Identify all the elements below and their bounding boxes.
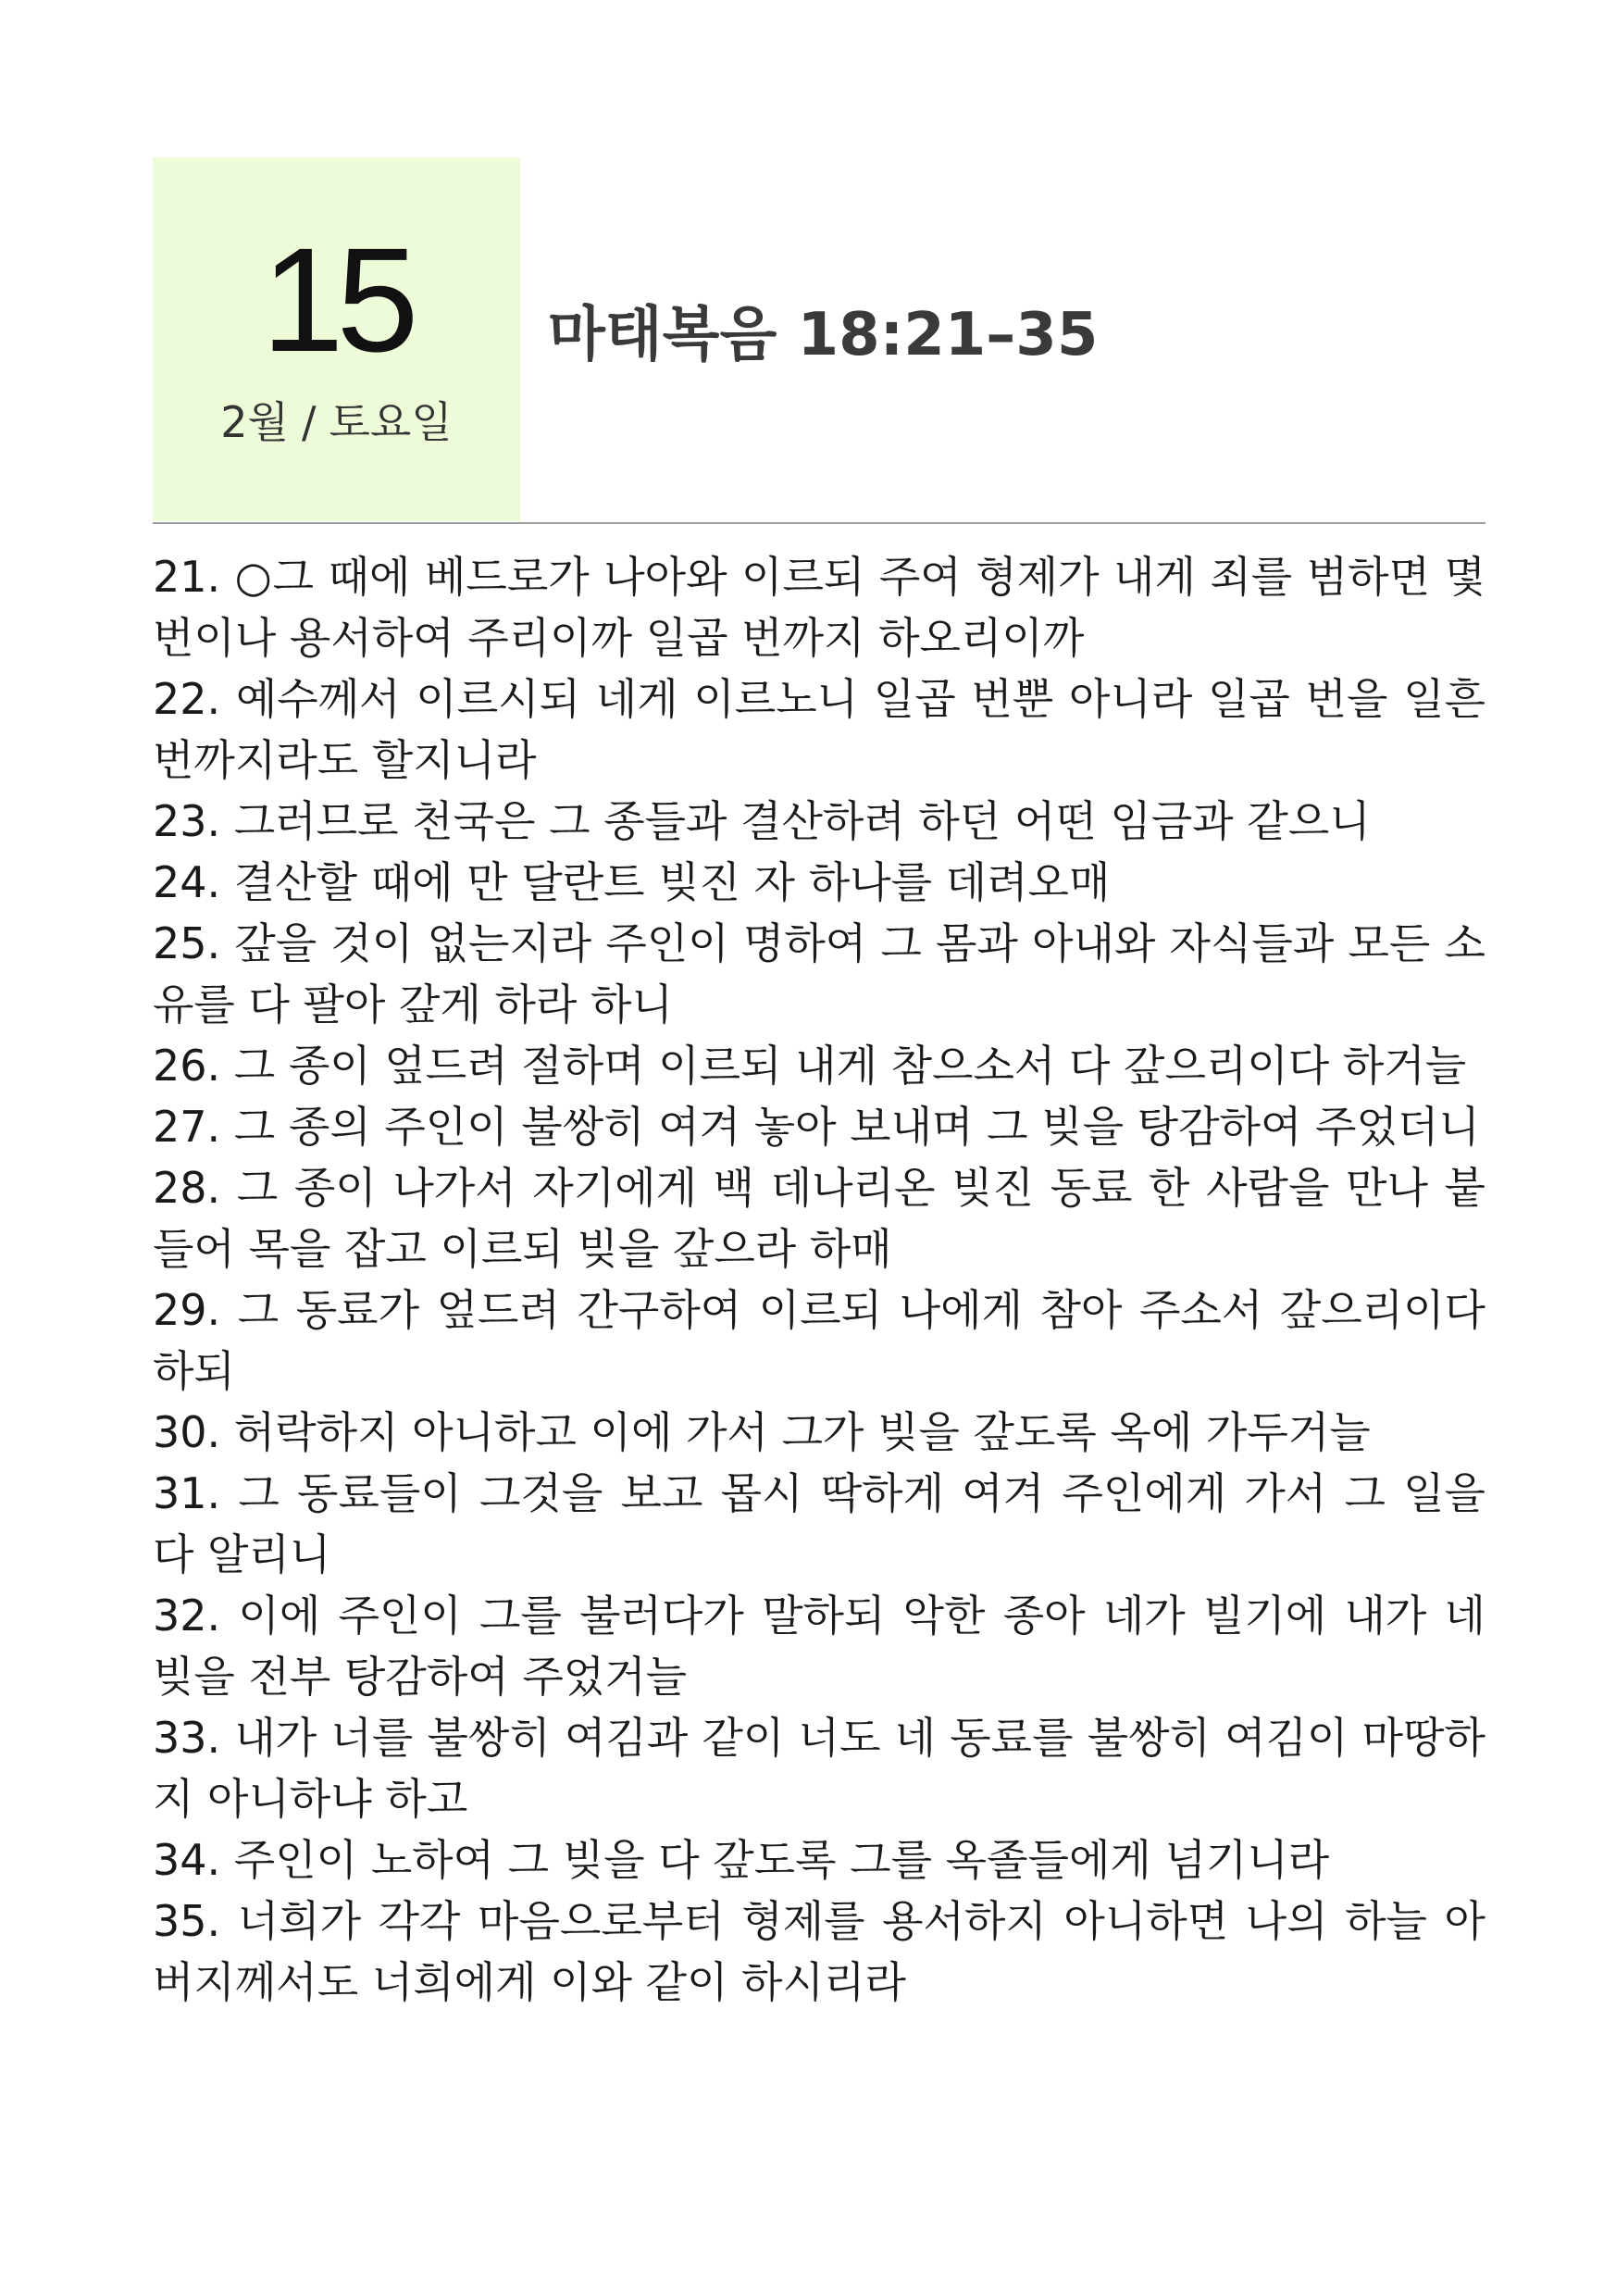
date-box — [153, 157, 520, 521]
verse-23: 23. 그러므로 천국은 그 종들과 결산하려 하던 어떤 임금과 같으니 — [153, 796, 1371, 846]
verse-21: 21. ○그 때에 베드로가 나아와 이르되 주여 형제가 내게 죄를 범하면 몇 번이나 용서하여 주리이까 일곱 번까지 하오리이까 — [153, 552, 1485, 663]
divider — [153, 522, 1485, 524]
verse-34: 34. 주인이 노하여 그 빚을 다 갚도록 그를 옥졸들에게 넘기니라 — [153, 1835, 1330, 1885]
verse-29: 29. 그 동료가 엎드려 간구하여 이르되 나에게 참아 주소서 갚으리이다 하되 — [153, 1285, 1485, 1396]
weekday-label: 토요일 — [329, 397, 453, 447]
verse-28: 28. 그 종이 나가서 자기에게 백 데나리온 빚진 동료 한 사람을 만나 붙들어 목을 잡고 이르되 빚을 갚으라 하매 — [153, 1163, 1485, 1274]
date-separator: / — [301, 397, 317, 447]
verse-33: 33. 내가 너를 불쌍히 여김과 같이 너도 네 동료를 불쌍히 여김이 마땅하지 아니하냐 하고 — [153, 1713, 1485, 1824]
verse-24: 24. 결산할 때에 만 달란트 빚진 자 하나를 데려오매 — [153, 857, 1111, 907]
day-number: 15 — [261, 217, 412, 382]
verse-list — [153, 546, 1485, 2013]
verse-26: 26. 그 종이 엎드려 절하며 이르되 내게 참으소서 다 갚으리이다 하거늘 — [153, 1041, 1467, 1091]
passage-title: 마태복음 18:21–35 — [548, 301, 1099, 369]
verse-27: 27. 그 종의 주인이 불쌍히 여겨 놓아 보내며 그 빚을 탕감하여 주었더니 — [153, 1102, 1480, 1152]
verse-30: 30. 허락하지 아니하고 이에 가서 그가 빚을 갚도록 옥에 가두거늘 — [153, 1407, 1371, 1457]
verse-25: 25. 갚을 것이 없는지라 주인이 명하여 그 몸과 아내와 자식들과 모든 소유를 다 팔아 갚게 하라 하니 — [153, 918, 1485, 1029]
verse-32: 32. 이에 주인이 그를 불러다가 말하되 악한 종아 네가 빌기에 내가 네 빚을 전부 탕감하여 주었거늘 — [153, 1591, 1485, 1702]
verse-35: 35. 너희가 각각 마음으로부터 형제를 용서하지 아니하면 나의 하늘 아버지께서도 너희에게 이와 같이 하시리라 — [153, 1896, 1485, 2007]
month-label: 2월 — [220, 397, 289, 447]
verse-31: 31. 그 동료들이 그것을 보고 몹시 딱하게 여겨 주인에게 가서 그 일을 다 알리니 — [153, 1468, 1485, 1579]
date-label — [153, 396, 520, 448]
verse-22: 22. 예수께서 이르시되 네게 이르노니 일곱 번뿐 아니라 일곱 번을 일흔 번까지라도 할지니라 — [153, 674, 1485, 785]
